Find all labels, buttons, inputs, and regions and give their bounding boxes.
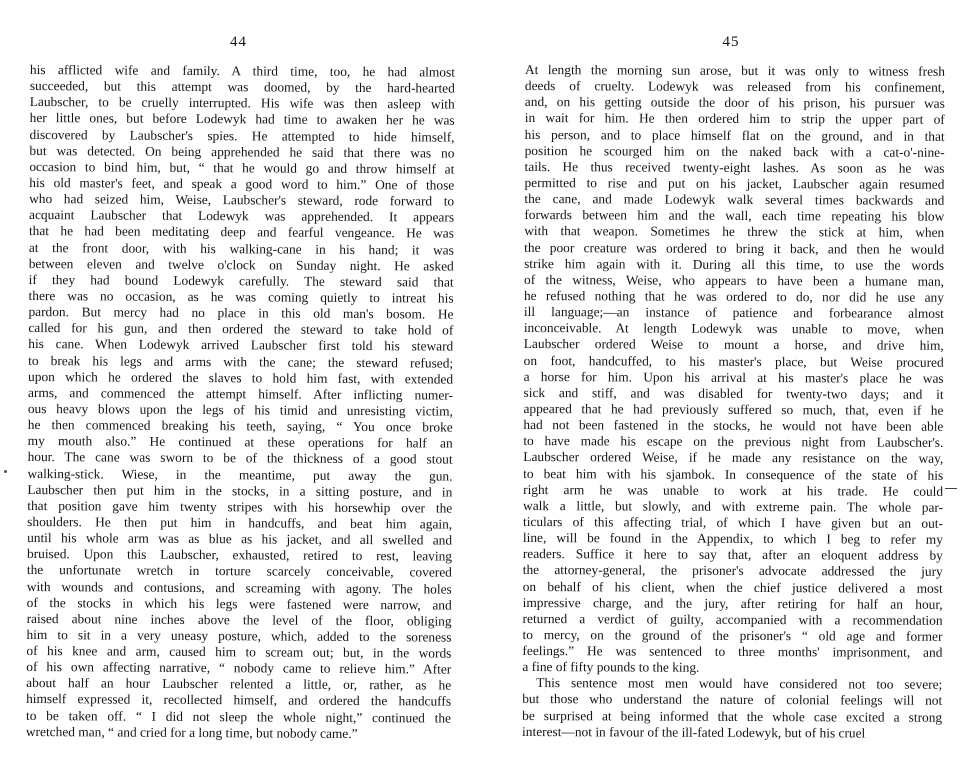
text-line: line, will be found in the Appendix, to which I beg to refer my bbox=[522, 530, 943, 547]
text-line: upon which he ordered the slaves to hold him fast, with extended bbox=[28, 368, 454, 387]
text-line: Laubscher then put him in the stocks, in a sitting posture, and in bbox=[27, 481, 453, 500]
text-line: the cane, and made Lodewyk walk several times backwards and bbox=[524, 191, 945, 208]
text-line: that he had been meditating deep and fearful vengeance. He was bbox=[28, 223, 455, 241]
text-line: discovered by Laubscher's spies. He attempted to hide himself, bbox=[29, 126, 455, 145]
text-line: a horse for him. Upon his arrival at his master's place he was bbox=[523, 368, 944, 386]
text-line: with wounds and contusions, and screaming with agony. The holes bbox=[26, 578, 452, 597]
text-line: raised about nine inches above the level of the floor, obliging bbox=[26, 610, 452, 629]
text-line: sick and stiff, and was disabled for twenty-two days; and it bbox=[523, 384, 944, 402]
text-line: Laubscher, to be cruelly interrupted. His wife was then asleep with bbox=[29, 94, 455, 112]
right-page-number: 45 bbox=[722, 34, 740, 50]
text-line: feelings.” He was sentenced to three months' imprisonment, and bbox=[522, 643, 943, 660]
text-line: his cane. When Lodewyk arrived Laubscher first told his steward bbox=[28, 336, 454, 354]
text-line: inconceivable. At length Lodewyk was unable to move, when bbox=[523, 320, 944, 338]
text-line: to be taken off. “ I did not sleep the whole night,” continued the bbox=[25, 707, 452, 726]
text-line: interest—not in favour of the ill-fated Lodewyk, but of his cruel bbox=[522, 723, 866, 741]
text-line: shoulders. He then put him in handcuffs, and beat him again, bbox=[27, 513, 453, 532]
text-line: be surprised at being informed that the whole case excited a strong bbox=[522, 707, 943, 725]
right-page-text bbox=[522, 62, 945, 742]
text-line: he refused nothing that he was ordered to do, nor did he use any bbox=[523, 287, 945, 305]
text-line: on behalf of his client, when the chief justice delivered a most bbox=[522, 578, 943, 596]
text-line: the poor creature was ordered to bring it back, and then he would bbox=[524, 239, 945, 257]
book-gutter bbox=[486, 0, 487, 770]
text-line: between eleven and twelve o'clock on Sunday night. He asked bbox=[28, 255, 454, 274]
text-line: right arm he was unable to work at his trade. He could bbox=[523, 481, 944, 499]
text-line: position he scourged him on the naked back with a cat-o'-nine- bbox=[524, 142, 945, 160]
text-line: arms, and commenced the attempt himself. After inflicting numer- bbox=[27, 384, 454, 403]
text-line: wretched man, “ and cried for a long time, but nobody came.” bbox=[25, 723, 358, 741]
text-line: strike him again with it. During all this time, to use the words bbox=[524, 255, 945, 273]
text-line: his afflicted wife and family. A third time, too, he had almost bbox=[29, 62, 455, 80]
left-page bbox=[25, 0, 455, 770]
text-line: my mouth also.” He continued at these operations for half an bbox=[27, 433, 453, 451]
text-line: her little ones, but before Lodewyk had time to awaken her he was bbox=[29, 110, 455, 129]
text-line: there was no occasion, as he was coming quietly to intreat his bbox=[28, 287, 454, 306]
text-line: at the front door, with his walking-cane in his hand; it was bbox=[28, 239, 454, 258]
right-page bbox=[522, 0, 945, 770]
text-line: bruised. Upon this Laubscher, exhausted, retired to rest, leaving bbox=[26, 546, 453, 564]
text-line: walking-stick. Wiese, in the meantime, put away the gun. bbox=[27, 465, 453, 484]
text-line: pardon. But mercy had no place in this old man's bosom. He bbox=[28, 304, 454, 322]
text-line: on foot, handcuffed, to his master's place, but Weise procured bbox=[523, 352, 944, 370]
text-line: but was detected. On being apprehended he said that there was no bbox=[29, 142, 455, 161]
text-line: with that weapon. Sometimes he threw the stick at him, when bbox=[524, 223, 945, 241]
text-line: if they had bound Lodewyk carefully. The steward said that bbox=[28, 271, 454, 290]
text-line: At length the morning sun arose, but it was only to witness fresh bbox=[524, 62, 945, 79]
text-line: permitted to rise and put on his jacket, Laubscher again resumed bbox=[524, 174, 945, 192]
text-line: ous heavy blows upon the legs of his timid and unresisting victim, bbox=[27, 400, 453, 419]
scan-edge-dash bbox=[945, 488, 957, 489]
text-line: his old master's feet, and speak a good word to him.” One of those bbox=[29, 174, 455, 193]
text-line: of the stocks in which his legs were fastened were narrow, and bbox=[26, 594, 452, 613]
text-line: of the witness, Weise, who appears to have been a humane man, bbox=[524, 271, 945, 289]
text-line: Laubscher ordered Weise to mount a horse, and drive him, bbox=[523, 336, 944, 354]
text-line: This sentence most men would have considered not too severe; bbox=[536, 675, 943, 693]
text-line: but those who understand the nature of colonial feelings will not bbox=[522, 691, 943, 709]
text-line: appeared that he had previously suffered so much, that, even if he bbox=[523, 400, 944, 418]
text-line: ill language;—an instance of patience and forbearance almost bbox=[523, 304, 944, 321]
text-line: himself expressed it, recollected himself, and ordered the handcuffs bbox=[26, 691, 452, 710]
text-line: tails. He thus received twenty-eight lashes. As soon as he was bbox=[524, 158, 945, 176]
text-line: about half an hour Laubscher relented a little, or, rather, as he bbox=[26, 675, 452, 693]
text-line: who had seized him, Weise, Laubscher's steward, rode forward to bbox=[29, 191, 455, 209]
text-line: to break his legs and arms with the cane; the steward refused; bbox=[28, 352, 454, 371]
text-line: had not been fastened in the stocks, he would not have been able bbox=[523, 417, 944, 434]
scan-speck bbox=[4, 470, 7, 473]
text-line: he then commenced breaking his teeth, saying, “ You once broke bbox=[27, 417, 453, 435]
text-line: of his knee and arm, caused him to scream out; but, in the words bbox=[26, 643, 452, 661]
text-line: occasion to bind him, but, “ that he would go and throw himself at bbox=[29, 158, 455, 177]
text-line: and, on his getting outside the door of his prison, his pursuer was bbox=[524, 94, 945, 112]
text-line: that position gave him twenty stripes with his horsewhip over the bbox=[27, 497, 453, 516]
text-line: Laubscher ordered Weise, if he made any resistance on the way, bbox=[523, 449, 944, 467]
text-line: walk a little, but slowly, and with extreme pain. The whole par- bbox=[523, 497, 944, 515]
text-line: in wait for him. He then ordered him to strip the upper part of bbox=[524, 110, 945, 128]
text-line: returned a verdict of guilty, accompanied with a recommendation bbox=[522, 610, 943, 628]
text-line: until his whole arm was as blue as his jacket, and all swelled and bbox=[27, 530, 453, 548]
text-line: succeeded, but this attempt was doomed, by the hard-hearted bbox=[29, 78, 455, 96]
text-line: to have made his escape on the previous night from Laubscher's. bbox=[523, 433, 944, 451]
text-line: the attorney-general, the prisoner's advocate addressed the jury bbox=[522, 562, 943, 580]
text-line: forwards between him and the wall, each time repeating his blow bbox=[524, 207, 945, 225]
left-page-number: 44 bbox=[230, 34, 247, 50]
text-line: of his own affecting narrative, “ nobody came to relieve him.” After bbox=[26, 659, 452, 677]
text-line: his person, and to place himself flat on the ground, and in that bbox=[524, 126, 945, 144]
text-line: a fine of fifty pounds to the king. bbox=[522, 659, 700, 675]
text-line: deeds of cruelty. Lodewyk was released from his confinement, bbox=[524, 78, 945, 95]
text-line: him to sit in a very uneasy posture, which, added to the soreness bbox=[26, 626, 452, 645]
text-line: to beat him with his sjambok. In consequence of the state of his bbox=[523, 465, 944, 483]
text-line: hour. The cane was sworn to be of the thickness of a good stout bbox=[27, 449, 453, 467]
left-page-text bbox=[26, 62, 455, 742]
text-line: called for his gun, and then ordered the steward to take hold of bbox=[28, 320, 454, 338]
text-line: the unfortunate wretch in torture scarcely conceivable, covered bbox=[26, 562, 452, 580]
text-line: to mercy, on the ground of the prisoner's “ old age and former bbox=[522, 626, 943, 644]
text-line: acquaint Laubscher that Lodewyk was apprehended. It appears bbox=[29, 207, 455, 225]
text-line: ticulars of this affecting trial, of which I have given but an out- bbox=[522, 513, 944, 531]
text-line: impressive charge, and the jury, after retiring for half an hour, bbox=[522, 594, 943, 612]
text-line: readers. Suffice it here to say that, after an eloquent address by bbox=[522, 546, 943, 564]
